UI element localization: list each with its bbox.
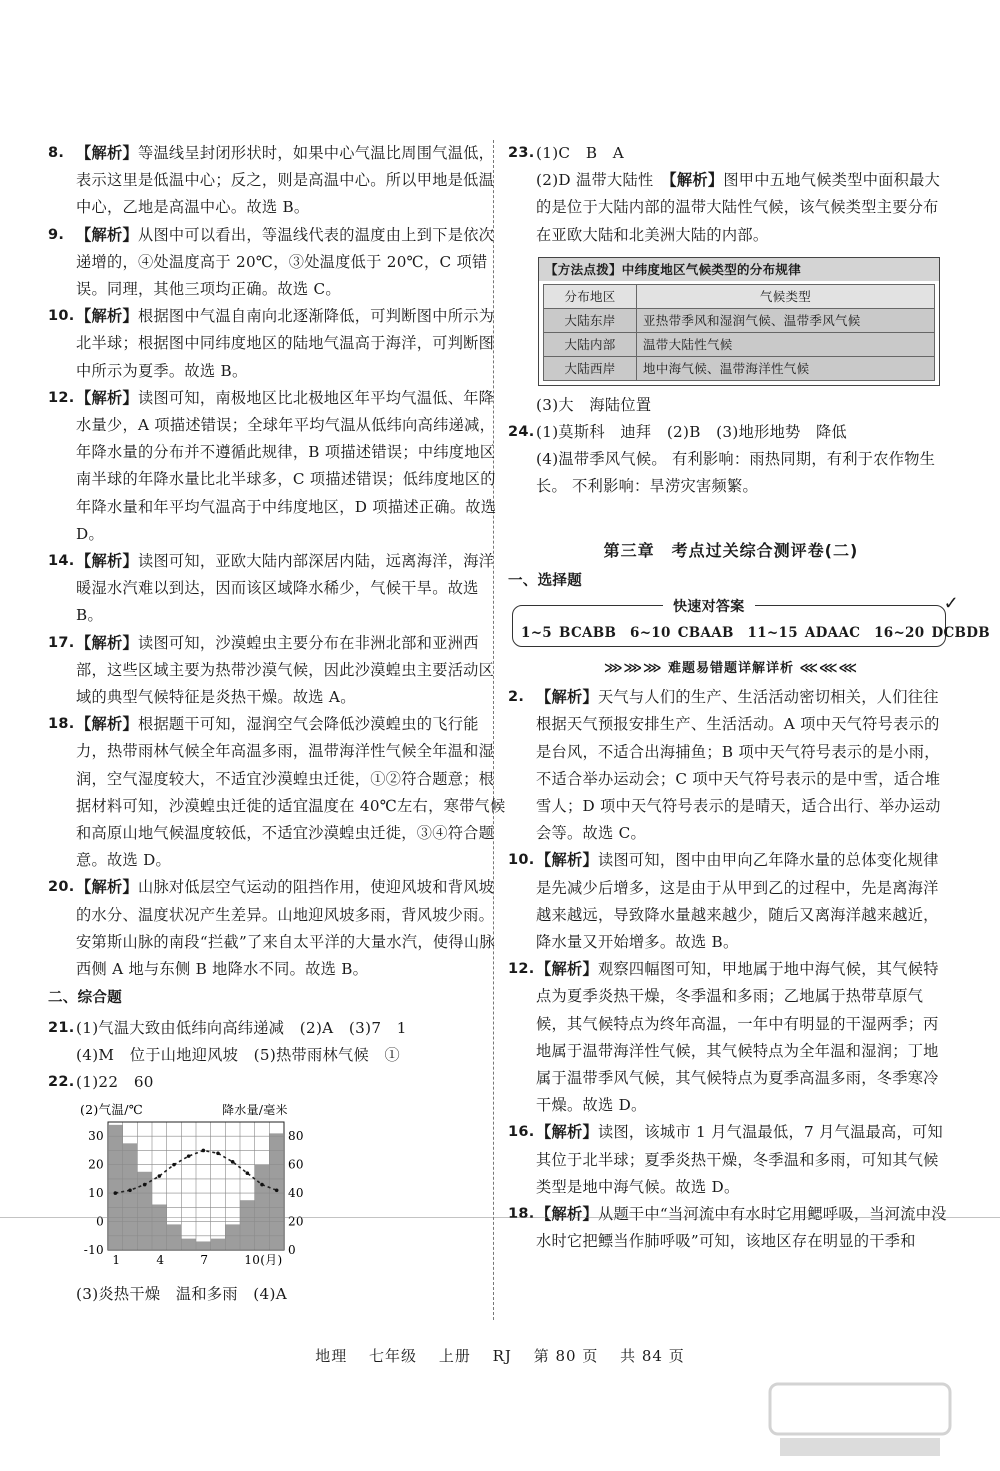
answer-item-12b: 12. 【解析】观察四幅图可知，甲地属于地中海气候，其气候特点为夏季炎热干燥，冬季温和多雨；乙地属于热带草原气候，其气候特点为终年高温，一年中有明显的干湿两季；丙地属于温带海洋性气候，其气候特点为全年温和湿润；丁地属于温带季风气候，其气候特点为夏季高温多雨，冬季寒冷干燥。故选 D。: [508, 960, 939, 1115]
detail-heading: ⋙⋙⋙ 难题易错题详解详析 ⋘⋘⋘: [603, 661, 858, 677]
watermark-logo: [760, 1376, 960, 1461]
answer-item-20: 20. 【解析】山脉对低层空气运动的阻挡作用，使迎风坡和背风坡的水分、温度状况产生差异。山地迎风坡多雨，背风坡少雨。安第斯山脉的南段“拦截”了来自太平洋的大量水汽，使得山脉西侧 A 地与东侧 B 地降水不同。故选 B。: [48, 878, 495, 979]
answer-item-18: 18. 【解析】根据题干可知，湿润空气会降低沙漠蝗虫的飞行能力，热带雨林气候全年高温多雨，温带海洋性气候全年温和湿润，空气湿度较大，不适宜沙漠蝗虫迁徙，①②符合题意；根据材料可知，沙漠蝗虫迁徙的适宜温度在 40℃左右，寒带气候和高原山地气候温度较低，不适宜沙漠蝗虫迁徙，③④符合题意。故选 D。: [48, 715, 506, 870]
y-right-tick-label: 40: [288, 1186, 304, 1201]
answer-item-10b: 10. 【解析】读图可知，图中由甲向乙年降水量的总体变化规律是先减少后增多，这是由于从甲到乙的过程中，先是离海洋越来越远，导致降水量越来越少，随后又离海洋越来越近，降水量又开始增多。故选 B。: [508, 851, 939, 952]
precipitation-bar: [255, 1165, 270, 1250]
y-left-tick-label: 30: [88, 1129, 104, 1144]
answer-item-8: 8. 【解析】等温线呈封闭形状时，如果中心气温比周围气温低，表示这里是低温中心；反之，则是高温中心。所以甲地是低温中心，乙地是高温中心。故选 B。: [48, 144, 495, 217]
temperature-point: [128, 1189, 132, 1193]
temperature-point: [260, 1183, 264, 1187]
precipitation-bar: [196, 1242, 211, 1251]
temperature-point: [158, 1174, 162, 1178]
answer-item-12: 12. 【解析】读图可知，南极地区比北极地区年平均气温低、年降水量少，A 项描述错误；全球年平均气温从低纬向高纬递减，年降水量的分布并不遵循此规律，B 项描述错误；中纬度地区南半球的年降水量比北半球多，C 项描述错误；低纬度地区的年降水量和年平均气温高于中纬度地区，D 项描述正确。故选 D。: [48, 388, 497, 543]
method-tip-box: [538, 257, 940, 386]
precipitation-bar: [108, 1125, 123, 1250]
temperature-point: [114, 1191, 118, 1195]
y-right-tick-label: 0: [288, 1243, 296, 1258]
precipitation-bar: [240, 1200, 255, 1250]
quick-answer-title: 快速对答案: [663, 594, 755, 621]
answer-item-24-line2: (4)温带季风气候。 有利影响：雨热同期，有利于农作物生长。 不利影响：旱涝灾害频繁。: [536, 450, 936, 496]
answer-item-10: 10. 【解析】根据图中气温自南向北逐渐降低，可判断图中所示为北半球；根据图中同纬度地区的陆地气温高于海洋，可判断图中所示为夏季。故选 B。: [48, 307, 495, 380]
table-header-row: 分布地区 气候类型: [544, 284, 935, 308]
temperature-point: [202, 1149, 206, 1153]
right-axis-label: 降水量/毫米: [222, 1103, 288, 1118]
precipitation-bar: [167, 1225, 182, 1251]
x-tick-label: 4: [156, 1253, 165, 1268]
y-right-tick-label: 60: [288, 1157, 304, 1172]
answer-item-9: 9. 【解析】从图中可以看出，等温线代表的温度由上到下是依次递增的，④处温度高于 20℃，③处温度低于 20℃，C 项错误。同理，其他三项均正确。故选 C。: [48, 225, 495, 299]
left-axis-label: (2)气温/℃: [80, 1102, 144, 1118]
temperature-point: [231, 1160, 235, 1164]
precipitation-bar: [152, 1205, 167, 1251]
right-column: [508, 140, 990, 1256]
chapter-title: 第三章 考点过关综合测评卷(二): [603, 540, 859, 560]
climate-chart-svg: [72, 1100, 332, 1270]
temperature-point: [172, 1163, 176, 1167]
precipitation-bar: [225, 1225, 240, 1251]
x-tick-label: 10(月): [244, 1253, 283, 1268]
temperature-point: [216, 1152, 220, 1156]
answer-item-21-line2: (4)M 位于山地迎风坡 (5)热带雨林气候 ①: [76, 1045, 400, 1064]
table-row: 大陆西岸 地中海气候、温带海洋性气候: [544, 356, 935, 380]
y-left-tick-label: 0: [96, 1214, 104, 1229]
y-left-tick-label: 10: [88, 1186, 104, 1201]
answer-item-18b: 18. 【解析】从题干中“当河流中有水时它用鳃呼吸，当河流中没水时它把鳔当作肺呼吸”可知，该地区存在明显的干季和: [508, 1205, 947, 1251]
answer-item-23: 23. (1)C B A: [508, 144, 625, 162]
temperature-point: [143, 1183, 147, 1187]
answer-item-21: 21. (1)气温大致由低纬向高纬递减 (2)A (3)7 1: [48, 1018, 407, 1037]
table-row: 大陆内部 温带大陆性气候: [544, 332, 935, 356]
answer-item-17: 17. 【解析】读图可知，沙漠蝗虫主要分布在非洲北部和亚洲西部，这些区域主要为热带沙漠气候，因此沙漠蝗虫主要活动区域的典型气候特征是炎热干燥。故选 A。: [48, 633, 495, 707]
answer-item-22: 22. (1)22 60: [48, 1072, 154, 1091]
section-heading-comprehensive: 二、综合题: [48, 990, 122, 1007]
temperature-point: [275, 1189, 279, 1193]
x-tick-label: 1: [112, 1253, 121, 1268]
answer-item-22-line3: (3)炎热干燥 温和多雨 (4)A: [76, 1285, 287, 1304]
method-tip-header: 【方法点拨】中纬度地区气候类型的分布规律: [539, 258, 939, 281]
climate-distribution-table: [543, 284, 935, 381]
table-row: 大陆东岸 亚热带季风和湿润气候、温带季风气候: [544, 308, 935, 332]
temperature-point: [187, 1154, 191, 1158]
answer-item-23-part2: (2)D 温带大陆性 【解析】图甲中五地气候类型中面积最大的是位于大陆内部的温带大陆性气候，该气候类型主要分布在亚欧大陆和北美洲大陆的内部。: [536, 171, 941, 244]
quick-answer-box: [512, 593, 990, 647]
y-left-tick-label: -10: [83, 1243, 104, 1258]
y-left-tick-label: 20: [88, 1157, 104, 1172]
left-column: [48, 140, 508, 1309]
answer-item-2: 2. 【解析】天气与人们的生产、生活活动密切相关，人们往往根据天气预报安排生产、生活活动。A 项中天气符号表示的是台风，不适合出海捕鱼；B 项中天气符号表示的是小雨，不适合举办运动会；C 项中天气符号表示的是中雪，适合堆雪人；D 项中天气符号表示的是晴天，适合出行、举办运动会等。故选 C。: [508, 688, 941, 843]
y-right-tick-label: 80: [288, 1129, 304, 1144]
precipitation-bar: [211, 1239, 226, 1250]
y-right-tick-label: 20: [288, 1214, 304, 1229]
scan-line: [0, 1217, 1000, 1218]
answer-item-24: 24. (1)莫斯科 迪拜 (2)B (3)地形地势 降低: [508, 423, 848, 442]
section-heading-choice: 一、选择题: [508, 572, 582, 589]
checkmark-icon: ✓: [943, 593, 959, 615]
answer-item-16: 16. 【解析】读图，该城市 1 月气温最低，7 月气温最高，可知其位于北半球；夏季炎热干燥，冬季温和多雨，可知其气候类型是地中海气候。故选 D。: [508, 1123, 944, 1196]
precipitation-bar: [123, 1143, 138, 1250]
quick-answer-row: 1~5 BCABB 6~10 CBAAB 11~15 ADAAC 16~20 DCBDB: [521, 625, 990, 642]
answer-item-14: 14. 【解析】读图可知，亚欧大陆内部深居内陆，远离海洋，海洋暖湿水汽难以到达，因而该区域降水稀少，气候干旱。故选 B。: [48, 552, 495, 625]
x-tick-label: 7: [200, 1253, 209, 1268]
temperature-point: [246, 1172, 250, 1176]
page-footer: 地理 七年级 上册 RJ 第 80 页 共 84 页: [315, 1347, 685, 1365]
answer-item-23-part3: (3)大 海陆位置: [536, 395, 652, 414]
precipitation-bar: [181, 1239, 196, 1250]
climate-chart: [72, 1100, 508, 1279]
